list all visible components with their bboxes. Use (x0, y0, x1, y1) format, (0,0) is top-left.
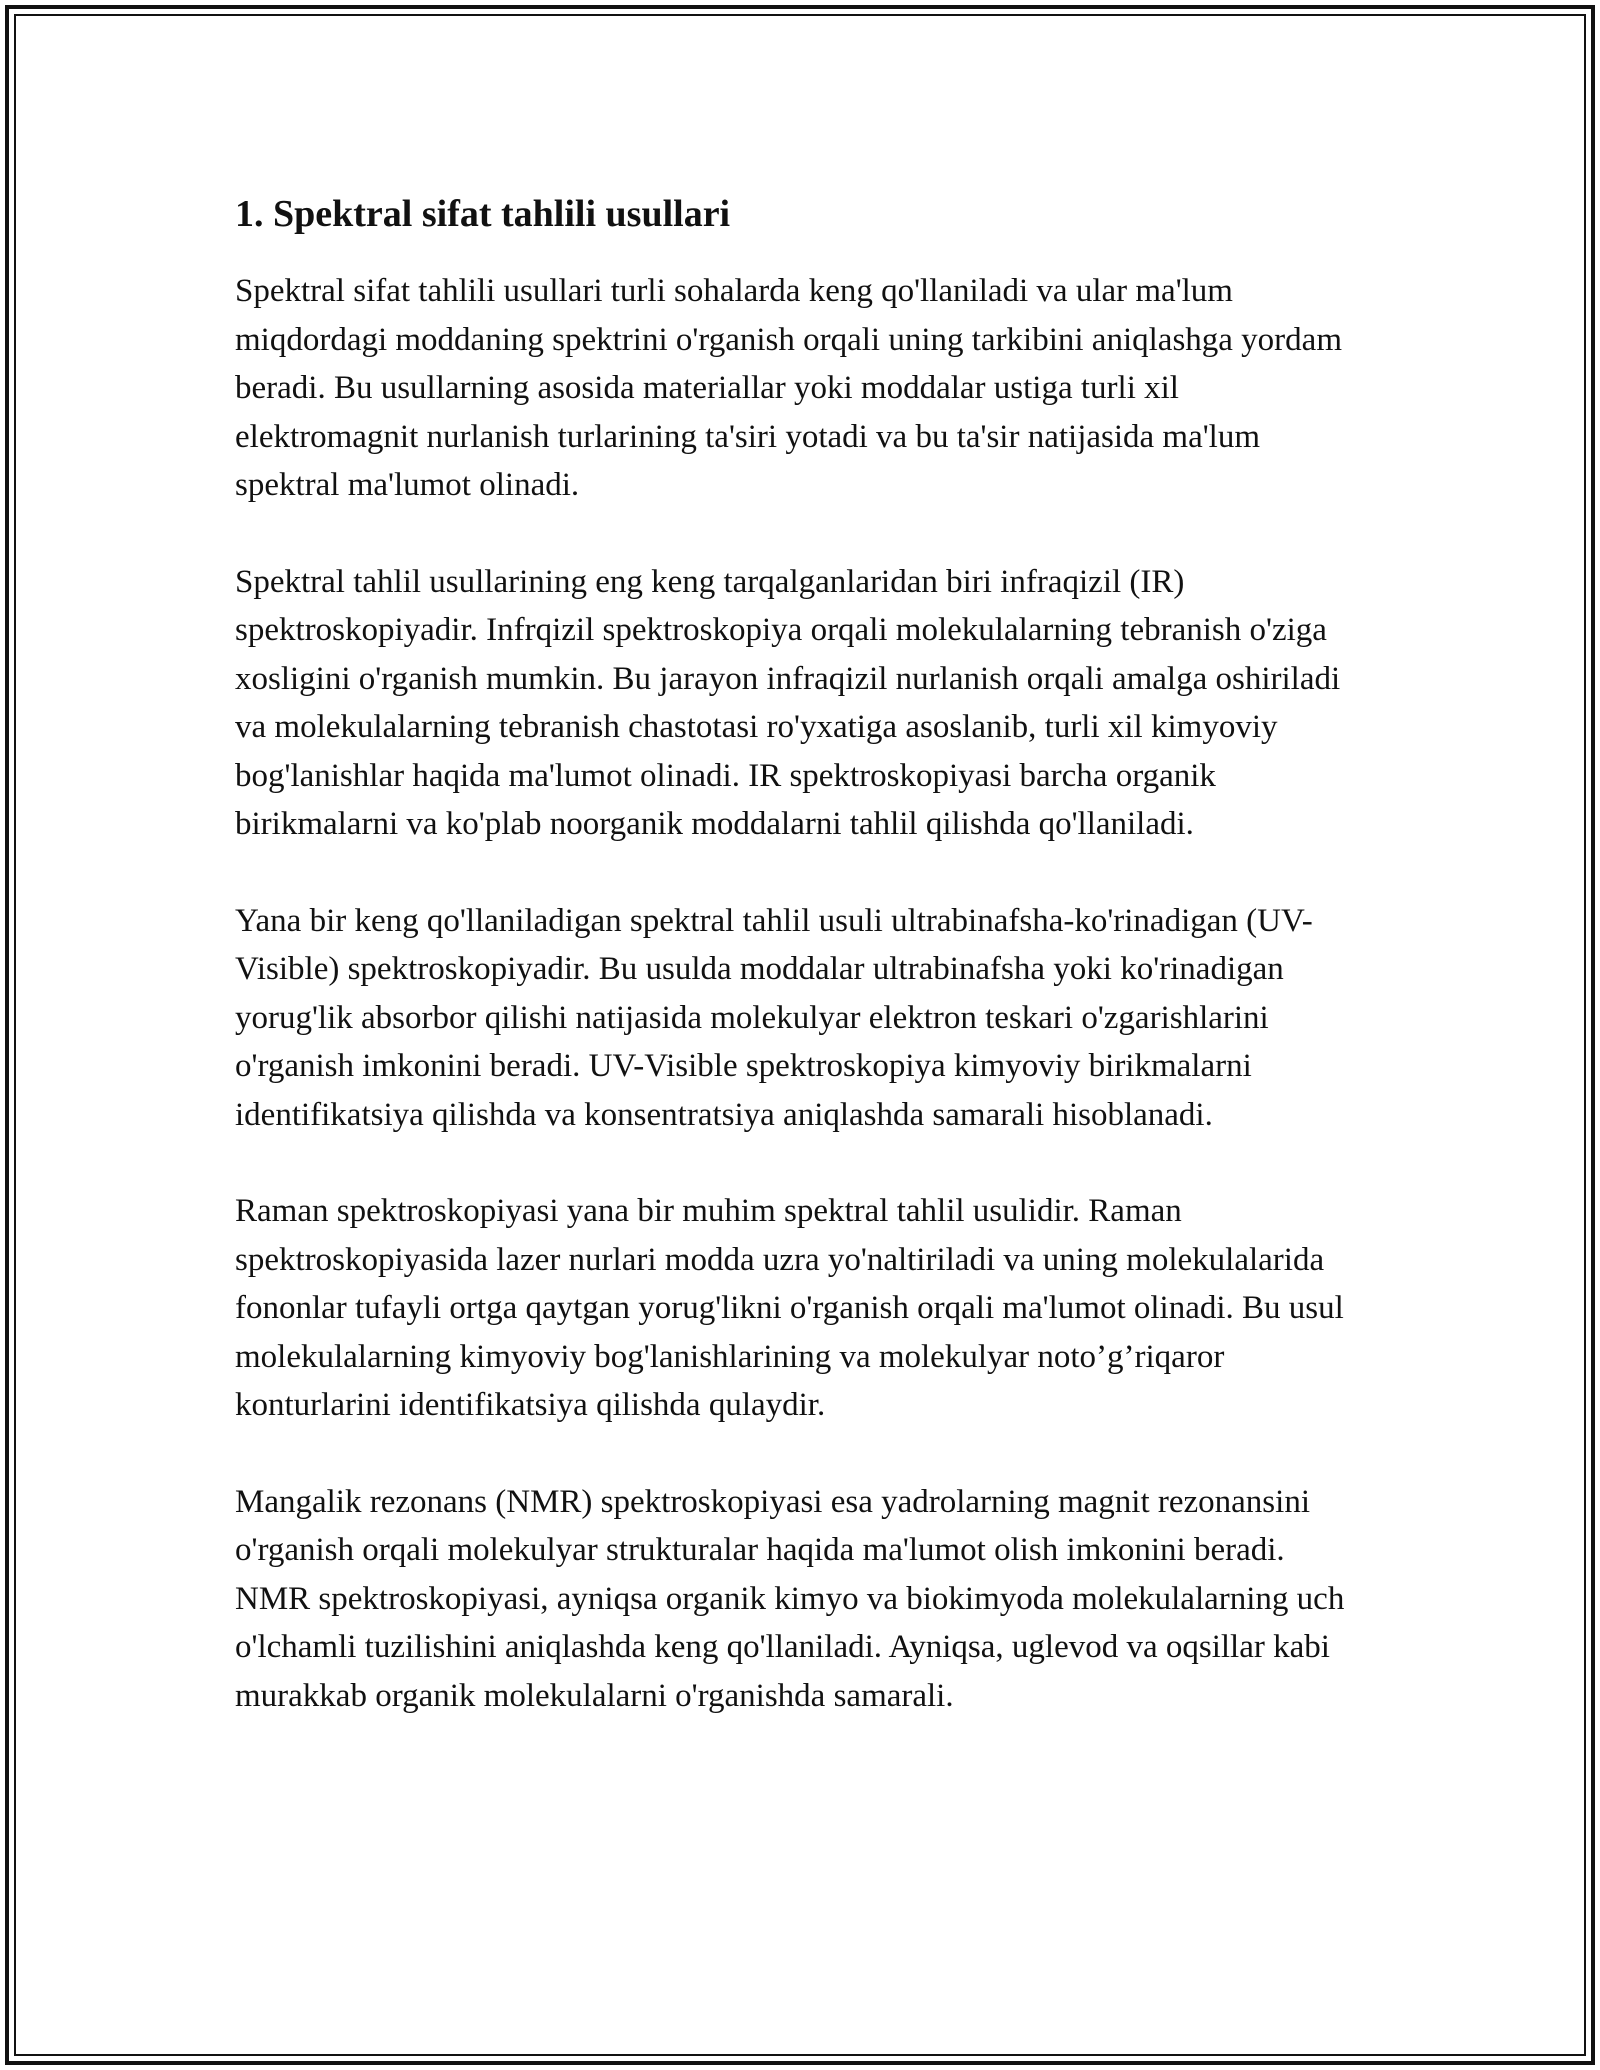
paragraph-uv-visible-spectroscopy: Yana bir keng qo'llaniladigan spektral tahlil usuli ultrabinafsha-ko'rinadigan (UV-Visible) spektroskopiyadir. Bu usulda moddalar ultrabinafsha yoki ko'rinadigan yorug'lik absorbor qilishi natijasida molekulyar elektron teskari o'zgarishlarini o'rganish imkonini beradi. UV-Visible spektroskopiya kimyoviy birikmalarni identifikatsiya qilishda va konsentratsiya aniqlashda samarali hisoblanadi. (235, 902, 1313, 1133)
paragraph-raman-spectroscopy: Raman spektroskopiyasi yana bir muhim spektral tahlil usulidir. Raman spektroskopiyasida lazer nurlari modda uzra yo'naltiriladi va uning molekulalarida fononlar tufayli ortga qaytgan yorug'likni o'rganish orqali ma'lumot olinadi. Bu usul molekulalarning kimyoviy bog'lanishlarining va molekulyar noto’g’riqaror konturlarini identifikatsiya qilishda qulaydir. (235, 1193, 1344, 1423)
document-body (235, 186, 1365, 1720)
paragraph-intro: Spektral sifat tahlili usullari turli sohalarda keng qo'llaniladi va ular ma'lum miqdordagi moddaning spektrini o'rganish orqali uning tarkibini aniqlashga yordam beradi. Bu usullarning asosida materiallar yoki moddalar ustiga turli xil elektromagnit nurlanish turlarining ta'siri yotadi va bu ta'sir natijasida ma'lum spektral ma'lumot olinadi. (235, 273, 1342, 503)
section-heading: 1. Spektral sifat tahlili usullari (235, 193, 731, 235)
paragraph-ir-spectroscopy: Spektral tahlil usullarining eng keng tarqalganlaridan biri infraqizil (IR) spektroskopiyadir. Infrqizil spektroskopiya orqali molekulalarning tebranish o'ziga xosligini o'rganish mumkin. Bu jarayon infraqizil nurlanish orqali amalga oshiriladi va molekulalarning tebranish chastotasi ro'yxatiga asoslanib, turli xil kimyoviy bog'lanishlar haqida ma'lumot olinadi. IR spektroskopiyasi barcha organik birikmalarni va ko'plab noorganik moddalarni tahlil qilishda qo'llaniladi. (235, 563, 1341, 842)
paragraph-nmr-spectroscopy: Mangalik rezonans (NMR) spektroskopiyasi esa yadrolarning magnit rezonansini o'rganish orqali molekulyar strukturalar haqida ma'lumot olish imkonini beradi. NMR spektroskopiyasi, ayniqsa organik kimyo va biokimyoda molekulalarning uch o'lchamli tuzilishini aniqlashda keng qo'llaniladi. Ayniqsa, uglevod va oqsillar kabi murakkab organik molekulalarni o'rganishda samarali. (235, 1483, 1345, 1714)
